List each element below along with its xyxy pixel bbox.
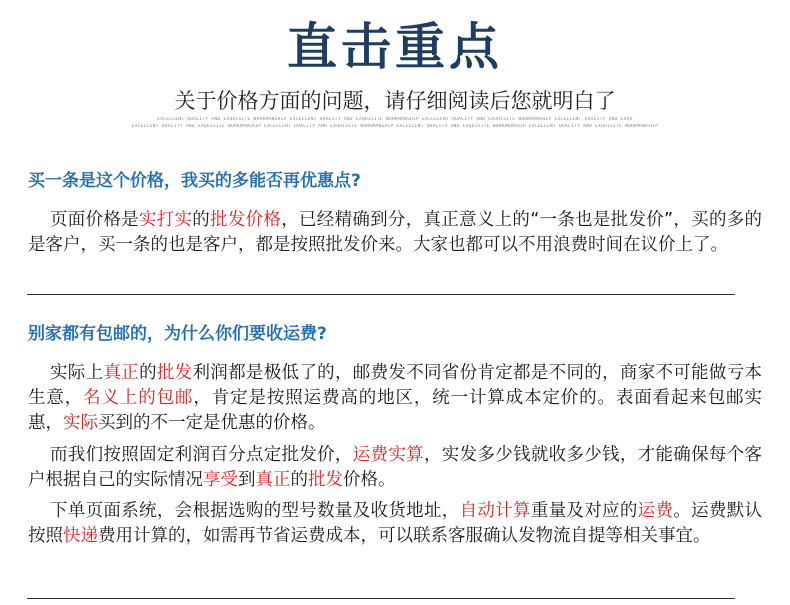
highlight-text: 名义上的包邮 [83, 388, 194, 408]
highlight-text: 批发 [308, 470, 343, 490]
text-run: 下单页面系统，会根据选购的型号数量及收货地址， [50, 501, 460, 521]
page-subtitle: 关于价格方面的问题，请仔细阅读后您就明白了 [174, 89, 616, 113]
fine-print-line-1: EXCELLENT QUALITY AND EXQUISITE WORKMANSHIP EXCELLENT QUALITY AND EXQUISITE WORKMANSHIP EXCELLENT QUALITY AND EXQUISITE WORKMANSHIP EXCELLENT QUALITY AND EXQU [157, 117, 633, 122]
answer-paragraph-shipping-1 [28, 361, 762, 436]
text-run: 而我们按照固定利润百分点定批发价， [50, 445, 353, 465]
text-run: 实际上 [50, 363, 104, 383]
section-divider [27, 598, 735, 599]
page-title: 直击重点 [287, 18, 503, 76]
answer-paragraph-shipping-3 [28, 499, 762, 549]
highlight-text: 享受 [203, 470, 238, 490]
text-run: 利润都是极低了的，邮费发不同省份肯定都是不同的，商家不可能做亏本生意， [28, 363, 763, 408]
text-run: 费用计算的，如需再节省运费成本，可以联系客服确认发物流自提等相关事宜。 [98, 526, 711, 546]
answer-paragraph-price [28, 208, 762, 258]
answer-paragraph-shipping-2 [28, 443, 762, 493]
text-run: ，已经精确到分，真正意义上的“一条也是批发价”，买的多的是客户，买一条的也是客户，都是按照批发价来。大家也都可以不用浪费时间在议价上了。 [28, 210, 763, 255]
text-run: 的 [290, 470, 308, 490]
highlight-text: 快递 [63, 526, 98, 546]
text-run: ，实发多少钱就收多少钱，才能确保每个客户根据自己的实际情况 [28, 445, 763, 490]
highlight-text: 运费实算 [352, 445, 424, 465]
highlight-text: 实际 [63, 413, 98, 433]
section-divider [27, 294, 735, 295]
fine-print-line-2: EXCELLENT QUALITY AND EXQUISITE WORKMANSHIP EXCELLENT QUALITY AND EXQUISITE WORKMANSHIP EXCELLENT QUALITY AND EXQUISITE WORKMANSHIP EXCELLENT QUALITY AND EXQUISITE WORKMANSHIP [131, 124, 659, 129]
highlight-text: 真正 [255, 470, 291, 490]
highlight-text: 自动计算 [459, 501, 531, 521]
text-run: 的 [139, 363, 157, 383]
text-run: 页面价格是 [50, 210, 139, 230]
text-run: 的 [192, 210, 211, 230]
question-heading-price: 买一条是这个价格，我买的多能否再优惠点? [28, 171, 361, 191]
highlight-text: 批发价格 [210, 210, 282, 230]
text-run: ，肯定是按照运费高的地区，统一计算成本定价的。表面看起来包邮实惠， [28, 388, 763, 433]
question-heading-shipping: 别家都有包邮的，为什么你们要收运费? [28, 324, 327, 344]
highlight-text: 真正 [103, 363, 140, 383]
text-run: 买到的不一定是优惠的价格。 [98, 413, 326, 433]
highlight-text: 批发 [156, 363, 193, 383]
highlight-text: 运费 [637, 501, 674, 521]
text-run: 价格。 [343, 470, 396, 490]
text-run: 。运费默认按照 [28, 501, 763, 546]
text-run: 到 [238, 470, 256, 490]
highlight-text: 实打实 [138, 210, 193, 230]
text-run: 重量及对应的 [530, 501, 638, 521]
